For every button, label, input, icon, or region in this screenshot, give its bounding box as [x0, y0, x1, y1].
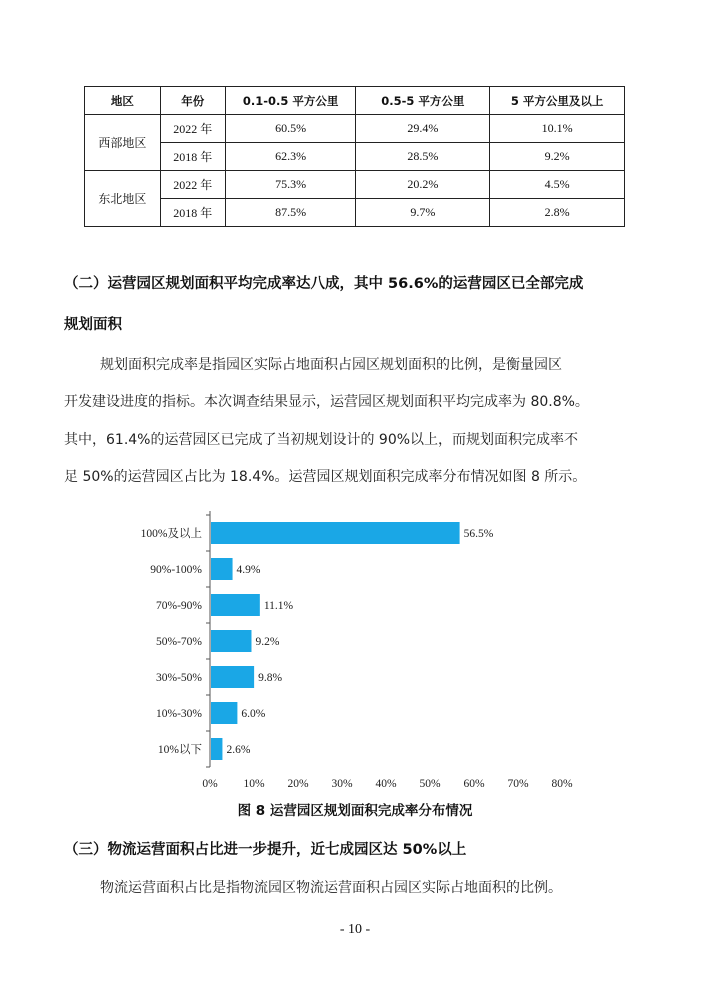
- paragraph-line: 物流运营面积占比是指物流园区物流运营面积占园区实际占地面积的比例。: [100, 880, 562, 896]
- x-tick-label: 80%: [551, 778, 573, 790]
- table-header-cell: 0.1-0.5 平方公里: [225, 87, 356, 115]
- table-cell: 75.3%: [225, 171, 356, 199]
- table-cell: 60.5%: [225, 115, 356, 143]
- category-label: 10%以下: [157, 744, 202, 756]
- table-header-cell: 5 平方公里及以上: [490, 87, 625, 115]
- table-header-row: [85, 87, 625, 115]
- table-row: [85, 199, 625, 227]
- x-tick-label: 60%: [463, 778, 485, 790]
- value-label: 2.6%: [226, 744, 251, 756]
- table-header-cell: 年份: [160, 87, 225, 115]
- category-label: 70%-90%: [156, 600, 202, 612]
- category-label: 90%-100%: [150, 564, 202, 576]
- year-cell: 2022 年: [160, 115, 225, 143]
- paragraph-line: 规划面积完成率是指园区实际占地面积占园区规划面积的比例，是衡量园区: [100, 357, 562, 373]
- value-label: 6.0%: [241, 708, 266, 720]
- table-header-cell: 0.5-5 平方公里: [356, 87, 490, 115]
- value-label: 4.9%: [236, 564, 261, 576]
- completion-rate-bar-chart: [100, 505, 590, 795]
- table-cell: 4.5%: [490, 171, 625, 199]
- bar: [211, 522, 460, 544]
- table-cell: 87.5%: [225, 199, 356, 227]
- x-tick-label: 30%: [331, 778, 353, 790]
- x-tick-label: 50%: [419, 778, 441, 790]
- region-cell: 东北地区: [85, 171, 161, 227]
- section-heading: （三）物流运营面积占比进一步提升，近七成园区达 50%以上: [64, 842, 467, 858]
- year-cell: 2018 年: [160, 143, 225, 171]
- value-label: 56.5%: [463, 528, 494, 540]
- table-cell: 2.8%: [490, 199, 625, 227]
- category-label: 10%-30%: [156, 708, 202, 720]
- table-cell: 28.5%: [356, 143, 490, 171]
- bar: [211, 666, 254, 688]
- table-header-cell: 地区: [85, 87, 161, 115]
- table-cell: 20.2%: [356, 171, 490, 199]
- table-row: [85, 143, 625, 171]
- value-label: 11.1%: [263, 600, 294, 612]
- table-cell: 29.4%: [356, 115, 490, 143]
- paragraph-line: 开发建设进度的指标。本次调查结果显示，运营园区规划面积平均完成率为 80.8%。: [64, 394, 589, 410]
- table-cell: 9.2%: [490, 143, 625, 171]
- bar: [211, 630, 251, 652]
- x-tick-label: 40%: [375, 778, 397, 790]
- category-label: 100%及以上: [140, 528, 202, 540]
- figure-caption: 图 8 运营园区规划面积完成率分布情况: [237, 803, 473, 819]
- section-heading-line: 规划面积: [64, 317, 122, 333]
- table-cell: 62.3%: [225, 143, 356, 171]
- paragraph-line: 其中，61.4%的运营园区已完成了当初规划设计的 90%以上，而规划面积完成率不: [64, 432, 579, 448]
- year-cell: 2018 年: [160, 199, 225, 227]
- year-cell: 2022 年: [160, 171, 225, 199]
- value-label: 9.8%: [258, 672, 283, 684]
- table-cell: 9.7%: [356, 199, 490, 227]
- table-row: [85, 171, 625, 199]
- x-tick-label: 10%: [243, 778, 265, 790]
- page-number: - 10 -: [339, 922, 371, 937]
- category-label: 50%-70%: [156, 636, 202, 648]
- category-label: 30%-50%: [156, 672, 202, 684]
- bar: [211, 558, 233, 580]
- value-label: 9.2%: [255, 636, 280, 648]
- section-heading-line: （二）运营园区规划面积平均完成率达八成，其中 56.6%的运营园区已全部完成: [64, 276, 584, 292]
- bar: [211, 702, 237, 724]
- area-distribution-table: [84, 86, 625, 227]
- table-cell: 10.1%: [490, 115, 625, 143]
- bar: [211, 738, 222, 760]
- x-tick-label: 70%: [507, 778, 529, 790]
- region-cell: 西部地区: [85, 115, 161, 171]
- paragraph-line: 足 50%的运营园区占比为 18.4%。运营园区规划面积完成率分布情况如图 8 所示。: [64, 469, 587, 485]
- bar: [211, 594, 260, 616]
- x-tick-label: 0%: [202, 778, 218, 790]
- table-row: [85, 115, 625, 143]
- x-tick-label: 20%: [287, 778, 309, 790]
